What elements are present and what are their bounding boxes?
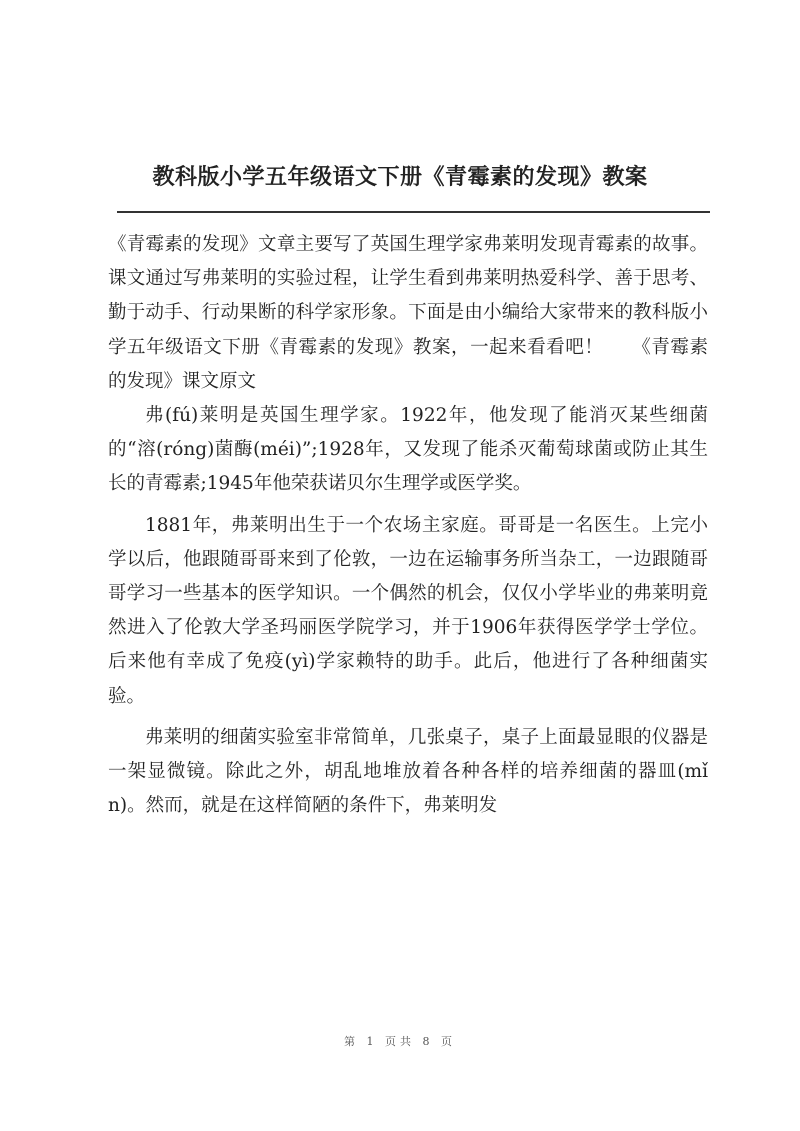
title-underline: [117, 211, 710, 213]
body-paragraph-3: 弗莱明的细菌实验室非常简单，几张桌子，桌子上面最显眼的仪器是一架显微镜。除此之外，胡乱地堆放着各种各样的培养细菌的器皿(mǐn)。然而，就是在这样简陋的条件下，弗莱明发: [108, 726, 708, 817]
intro-paragraph: 《青霉素的发现》文章主要写了英国生理学家弗莱明发现青霉素的故事。课文通过写弗莱明的实验过程，让学生看到弗莱明热爱科学、善于思考、勤于动手、行动果断的科学家形象。下面是由小编给大家带来的教科版小学五年级语文下册《青霉素的发现》教案，一起来看看吧！ 《青霉素的发现》课文原文: [108, 234, 708, 392]
page-footer: 第 1 页共 8 页: [344, 1035, 456, 1048]
body-paragraph-2: 1881年，弗莱明出生于一个农场主家庭。哥哥是一名医生。上完小学以后，他跟随哥哥来到了伦敦，一边在运输事务所当杂工，一边跟随哥哥学习一些基本的医学知识。一个偶然的机会，仅仅小学毕业的弗莱明竟然进入了伦敦大学圣玛丽医学院学习，并于1906年获得医学学士学位。后来他有幸成了免疫(yì)学家赖特的助手。此后，他进行了各种细菌实验。: [108, 514, 708, 707]
body-paragraph-1: 弗(fú)莱明是英国生理学家。1922年，他发现了能消灭某些细菌的“溶(róng)菌酶(méi)”;1928年，又发现了能杀灭葡萄球菌或防止其生长的青霉素;1945年他荣获诺贝尔生理学或医学奖。: [108, 405, 708, 495]
document-body: [108, 228, 708, 823]
document-title: 教科版小学五年级语文下册《青霉素的发现》教案: [152, 164, 648, 190]
